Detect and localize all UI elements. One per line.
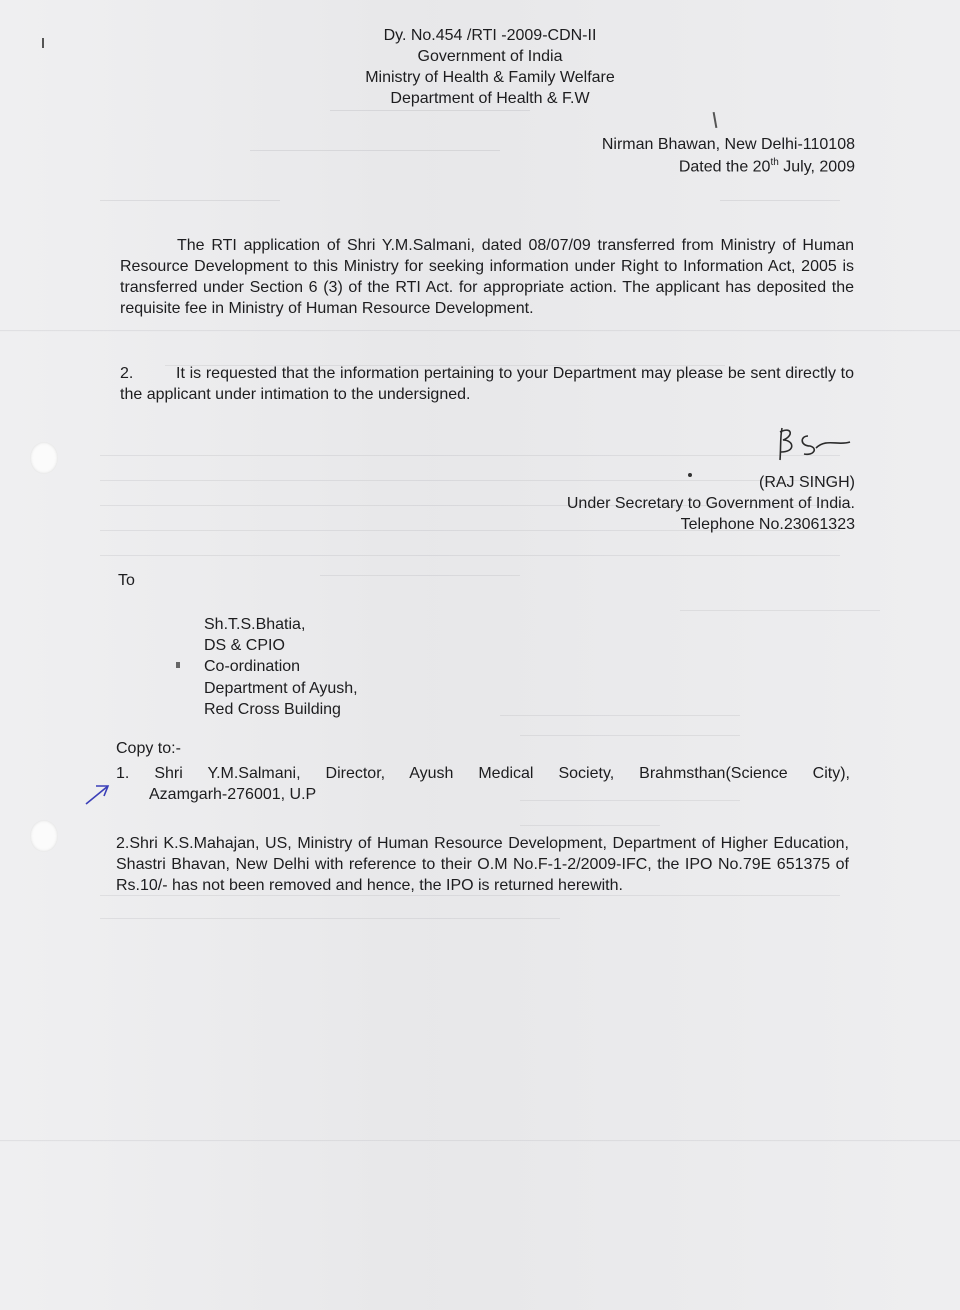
- copy-to-label: Copy to:-: [116, 740, 181, 757]
- copy-to-item-1-line-1: 1. Shri Y.M.Salmani, Director, Ayush Medical Society, Brahmsthan(Science City),: [116, 765, 850, 782]
- date-prefix: Dated the 20: [678, 158, 771, 176]
- to-label: To: [118, 572, 135, 589]
- paper-fold: [0, 1140, 960, 1142]
- stray-mark: [42, 38, 44, 48]
- copy-to-item-2: 2.Shri K.S.Mahajan, US, Ministry of Human Resource Development, Department of Higher Education, Shastri Bhavan, New Delhi with reference to their O.M No.F-1-2/2009-IFC, the IPO No.79E 651375 of Rs.10/- has not been removed and hence, the IPO is returned herewith.: [116, 835, 849, 894]
- signatory-designation: Under Secretary to Government of India.: [566, 495, 855, 512]
- stray-mark: [176, 662, 180, 668]
- department-heading: Department of Health & F.W: [390, 90, 590, 107]
- signatory-telephone: Telephone No.23061323: [680, 516, 855, 533]
- date-line: [679, 157, 855, 176]
- date-superscript: th: [770, 157, 779, 168]
- stray-mark: [713, 112, 718, 128]
- place-line: Nirman Bhawan, New Delhi-110108: [601, 136, 855, 153]
- addressee-line: Red Cross Building: [204, 701, 341, 718]
- reference-number: Dy. No.454 /RTI -2009-CDN-II: [383, 27, 597, 44]
- paragraph-1: The RTI application of Shri Y.M.Salmani, dated 08/07/09 transferred from Ministry of Human Resource Development to this Ministry for seeking information under Right to Information Act, 2005 is transferred under Section 6 (3) of the RTI Act. for appropriate action. The applicant has deposited the requisite fee in Ministry of Human Resource Development.: [120, 237, 854, 317]
- addressee-line: DS & CPIO: [204, 637, 285, 654]
- date-suffix: July, 2009: [778, 158, 855, 176]
- addressee-line: Sh.T.S.Bhatia,: [204, 616, 306, 633]
- ink-dot: [688, 473, 692, 477]
- government-heading: Government of India: [417, 48, 563, 65]
- paragraph-2-number: 2.: [120, 365, 134, 382]
- paper-fold: [0, 330, 960, 332]
- addressee-line: Co-ordination: [204, 658, 301, 675]
- paragraph-2-text: It is requested that the information pertaining to your Department may please be sent directly to the applicant under intimation to the undersigned.: [120, 365, 854, 403]
- pen-arrow-icon: [82, 780, 114, 808]
- signatory-name: (RAJ SINGH): [759, 474, 855, 491]
- handwritten-signature: [770, 418, 855, 466]
- addressee-line: Department of Ayush,: [204, 680, 358, 697]
- punch-hole: [30, 442, 58, 474]
- punch-hole: [30, 820, 58, 852]
- ministry-heading: Ministry of Health & Family Welfare: [365, 69, 615, 86]
- paragraph-2: [120, 363, 854, 405]
- copy-to-item-1-line-2: Azamgarh-276001, U.P: [149, 786, 317, 803]
